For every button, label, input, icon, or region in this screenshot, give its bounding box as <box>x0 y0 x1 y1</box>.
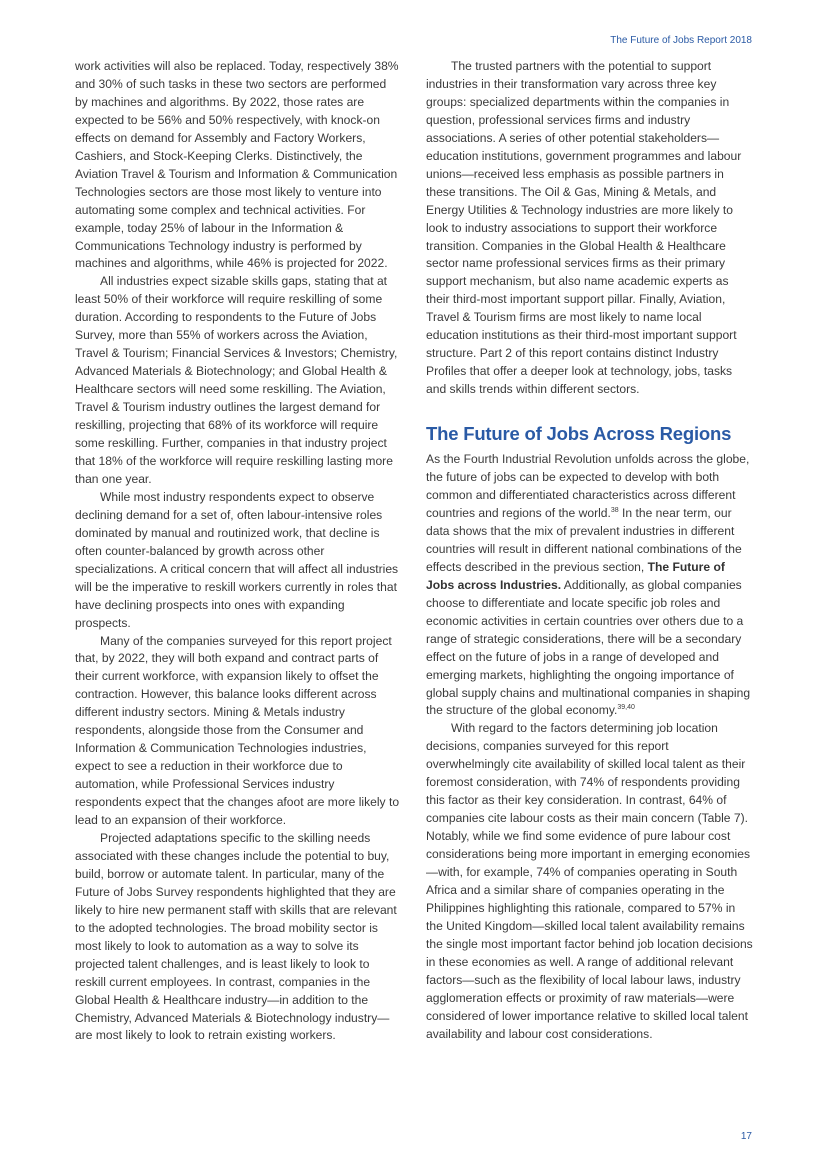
body-paragraph: With regard to the factors determining job location decisions, companies surveyed for this report overwhelmingly cite availability of skilled local talent as their foremost consideration, with 74% of respondents providing this factor as their key consideration. In contrast, 64% of companies cite labour costs as their main concern (Table 7). Notably, while we find some evidence of pure labour cost considerations being more important in emerging economies—with, for example, 74% of companies operating in South Africa and a similar share of companies operating in the Philippines highlighting this rationale, compared to 57% in the United Kingdom—skilled local talent availability remains the single most important factor behind job location decisions in these economies as well. A range of additional relevant factors—such as the flexibility of local labour laws, industry agglomeration effects or proximity of raw materials—were considered of lower importance relative to skilled local talent availability and labour cost considerations. <box>426 721 753 1041</box>
body-paragraph: Projected adaptations specific to the skilling needs associated with these changes include the potential to buy, build, borrow or automate talent. In particular, many of the Future of Jobs Survey respondents highlighted that they are likely to hire new permanent staff with skills that are relevant to the adopted technologies. The broad mobility sector is most likely to look to automation as a way to solve its projected talent challenges, and is least likely to look to reskill current employees. In contrast, companies in the Global Health & Healthcare industry—in addition to the Chemistry, Advanced Materials & Biotechnology industry—are most likely to look to retrain existing workers. <box>75 830 397 1043</box>
cross-reference: The Future of Jobs across Industries. <box>426 559 725 592</box>
body-paragraph: The trusted partners with the potential to support industries in their transformation vary across three key groups: specialized departments within the companies in question, professional services firms and industry associations. A series of other potential stakeholders—education institutions, government programmes and labour unions—received less emphasis as possible partners in these transitions. The Oil & Gas, Mining & Metals, and Energy Utilities & Technology industries are more likely to look to industry associations to support their workforce transition. Companies in the Global Health & Healthcare sector name professional services firms as their primary support mechanism, but also name academic experts as their third-most important support pillar. Finally, Aviation, Travel & Tourism firms are most likely to name local education institutions as their third-most important support structure. Part 2 of this report contains distinct Industry Profiles that offer a deeper look at technology, jobs, tasks and skills trends within different sectors. <box>426 59 742 397</box>
body-paragraph: All industries expect sizable skills gaps, stating that at least 50% of their workforce will require reskilling of some duration. According to respondents to the Future of Jobs Survey, more than 55% of workers across the Aviation, Travel & Tourism; Financial Services & Investors; Chemistry, Advanced Materials & Biotechnology; and Global Health & Healthcare sectors will need some reskilling. The Aviation, Travel & Tourism industry outlines the largest demand for reskilling, projecting that 68% of its workforce will require some reskilling. Further, companies in that industry project that 18% of the workforce will require reskilling lasting more than one year. <box>75 274 398 486</box>
body-paragraph: Many of the companies surveyed for this report project that, by 2022, they will both expand and contract parts of their current workforce, with expansion likely to offset the contraction. However, this balance looks different across different industry sectors. Mining & Metals industry respondents, alongside those from the Consumer and Information & Communication Technologies industries, expect to see a reduction in their workforce due to automation, while Professional Services industry respondents expect that the changes afoot are more likely to lead to an expansion of their workforce. <box>75 633 400 828</box>
body-paragraph <box>426 451 754 720</box>
body-paragraph: work activities will also be replaced. Today, respectively 38% and 30% of such tasks in these two sectors are performed by machines and algorithms. By 2022, those rates are expected to be 56% and 50% respectively, with knock-on effects on demand for Assembly and Factory Workers, Cashiers, and Stock-Keeping Clerks. Distinctively, the Aviation Travel & Tourism and Information & Communication Technologies sectors are those most likely to venture into automating some complex and technical activities. For example, today 25% of labour in the Information & Communications Technology industry is performed by machines and algorithms, while 46% is projected for 2022. <box>75 59 399 271</box>
text-run: In the near term, our data shows that the mix of prevalent industries in different countries will result in different national combinations of the effects described in the previous section, <box>426 505 742 574</box>
footnote-reference: 39,40 <box>617 704 635 712</box>
text-run: As the Fourth Industrial Revolution unfolds across the globe, the future of jobs can be expected to develop with both common and differentiated characteristics across different countries and regions of the world. <box>426 452 750 520</box>
section-title: The Future of Jobs Across Regions <box>426 423 732 445</box>
running-header: The Future of Jobs Report 2018 <box>610 35 752 46</box>
text-run: Additionally, as global companies choose to differentiate and locate specific job roles and economic activities in certain countries over others due to a range of strategic considerations, there will be a secondary effect on the future of jobs in a range of developed and emerging markets, highlighting the ongoing importance of global supply chains and multinational companies in shaping the structure of the global economy. <box>426 577 751 718</box>
right-column <box>426 58 754 1044</box>
body-paragraph: While most industry respondents expect to observe declining demand for a set of, often labour-intensive roles dominated by manual and routinized work, that decline is often counter-balanced by growth across other specializations. A critical concern that will affect all industries will be the imperative to reskill workers currently in roles that have declining prospects into ones with expanding prospects. <box>75 489 399 630</box>
left-column <box>75 58 402 1045</box>
page-number: 17 <box>740 1131 752 1142</box>
footnote-reference: 38 <box>610 506 619 514</box>
